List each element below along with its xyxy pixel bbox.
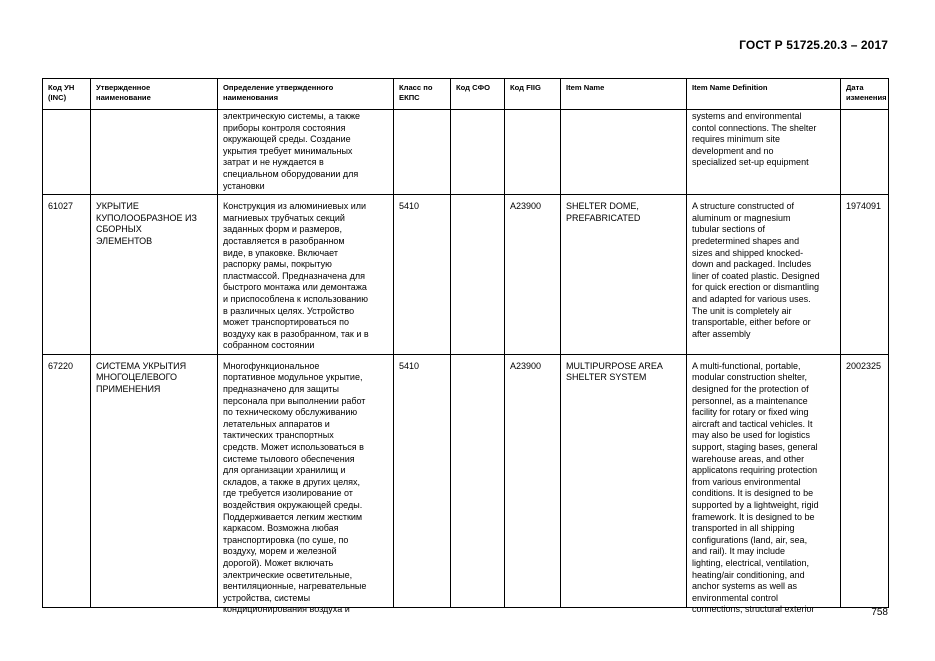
column-header-item-name: Item Name bbox=[561, 79, 687, 110]
cell-inc: 67220 bbox=[43, 354, 91, 607]
cell-ekps-class: 5410 bbox=[394, 195, 451, 355]
cell-approved-name bbox=[91, 110, 218, 195]
column-header-item-name-definition: Item Name Definition bbox=[687, 79, 841, 110]
cell-item-name: SHELTER DOME, PREFABRICATED bbox=[561, 195, 687, 355]
cell-approved-name: УКРЫТИЕ КУПОЛООБРАЗНОЕ ИЗ СБОРНЫХ ЭЛЕМЕНТОВ bbox=[91, 195, 218, 355]
document-standard-title: ГОСТ Р 51725.20.3 – 2017 bbox=[739, 38, 888, 52]
cell-fiig-code: A23900 bbox=[505, 195, 561, 355]
cell-sfo-code bbox=[451, 354, 505, 607]
cell-inc: 61027 bbox=[43, 195, 91, 355]
cell-change-date: 1974091 bbox=[841, 195, 889, 355]
cell-definition-ru: Конструкция из алюминиевых или магниевых трубчатых секций заданных форм и размеров, доставляется в разобранном виде, в упаковке. Включает распорку рамы, покрытую пластмассой. Предназначена для быстрого монтажа или демонтажа и приспособлена к использованию в различных целях. Устройство может транспортироваться по воздуху как в разобранном, так и в собранном состоянии bbox=[218, 195, 394, 355]
cell-item-name bbox=[561, 110, 687, 195]
cell-change-date bbox=[841, 110, 889, 195]
column-header-definition-ru: Определение утвержденного наименования bbox=[218, 79, 394, 110]
table-row bbox=[43, 110, 889, 195]
cell-item-name-definition: A structure constructed of aluminum or magnesium tubular sections of predetermined shapes and sizes and shipped knocked- down and packaged. Includes liner of coated plastic. Designed for quick erection or dismantling and adapted for various uses. The unit is completely air transportable, either before or after assembly bbox=[687, 195, 841, 355]
cell-definition-ru: электрическую системы, а также приборы контроля состояния окружающей среды. Создание укрытия требует минимальных затрат и не нуждается в специальном оборудовании для установки bbox=[218, 110, 394, 195]
cell-item-name: MULTIPURPOSE AREA SHELTER SYSTEM bbox=[561, 354, 687, 607]
cell-fiig-code: A23900 bbox=[505, 354, 561, 607]
cell-fiig-code bbox=[505, 110, 561, 195]
table-row bbox=[43, 195, 889, 355]
cell-definition-ru: Многофункциональное портативное модульное укрытие, предназначено для защиты персонала при выполнении работ по техническому обслуживанию летательных аппаратов и тактических транспортных средств. Может использоваться в системе тылового обеспечения для организации хранилищ и складов, а также в других целях, где требуется изолирование от воздействия окружающей среды. Поддерживается легким жестким каркасом. Возможна любая транспортировка (по суше, по воздуху, морем и железной дорогой). Может включать электрические осветительные, вентиляционные, нагревательные устройства, системы кондиционирования воздуха и bbox=[218, 354, 394, 607]
cell-change-date: 2002325 bbox=[841, 354, 889, 607]
cell-ekps-class bbox=[394, 110, 451, 195]
column-header-ekps-class: Класс по ЕКПС bbox=[394, 79, 451, 110]
cell-ekps-class: 5410 bbox=[394, 354, 451, 607]
column-header-sfo-code: Код СФО bbox=[451, 79, 505, 110]
column-header-approved-name: Утвержденное наименование bbox=[91, 79, 218, 110]
cell-item-name-definition: systems and environmental contol connections. The shelter requires minimum site development and no specialized set-up equipment bbox=[687, 110, 841, 195]
cell-sfo-code bbox=[451, 110, 505, 195]
column-header-fiig-code: Код FIIG bbox=[505, 79, 561, 110]
cell-inc bbox=[43, 110, 91, 195]
column-header-change-date: Дата изменения bbox=[841, 79, 889, 110]
table-row bbox=[43, 354, 889, 607]
table-header-row bbox=[43, 79, 889, 110]
page-number: 758 bbox=[871, 607, 888, 618]
cell-approved-name: СИСТЕМА УКРЫТИЯ МНОГОЦЕЛЕВОГО ПРИМЕНЕНИЯ bbox=[91, 354, 218, 607]
cell-item-name-definition: A multi-functional, portable, modular construction shelter, designed for the protection of personnel, as a maintenance facility for rotary or fixed wing aircraft and tactical vehicles. It may also be used for logistics support, staging bases, general warehouse areas, and other applicatons requiring protection from various environmental conditions. It is designed to be supported by a lightweight, rigid framework. It is designed to be transported in all shipping configurations (land, air, sea, and rail). It may include lighting, electrical, ventilation, heating/air conditioning, and anchor systems as well as environmental control connections, structural exterior bbox=[687, 354, 841, 607]
column-header-inc: Код УН (INC) bbox=[43, 79, 91, 110]
cell-sfo-code bbox=[451, 195, 505, 355]
